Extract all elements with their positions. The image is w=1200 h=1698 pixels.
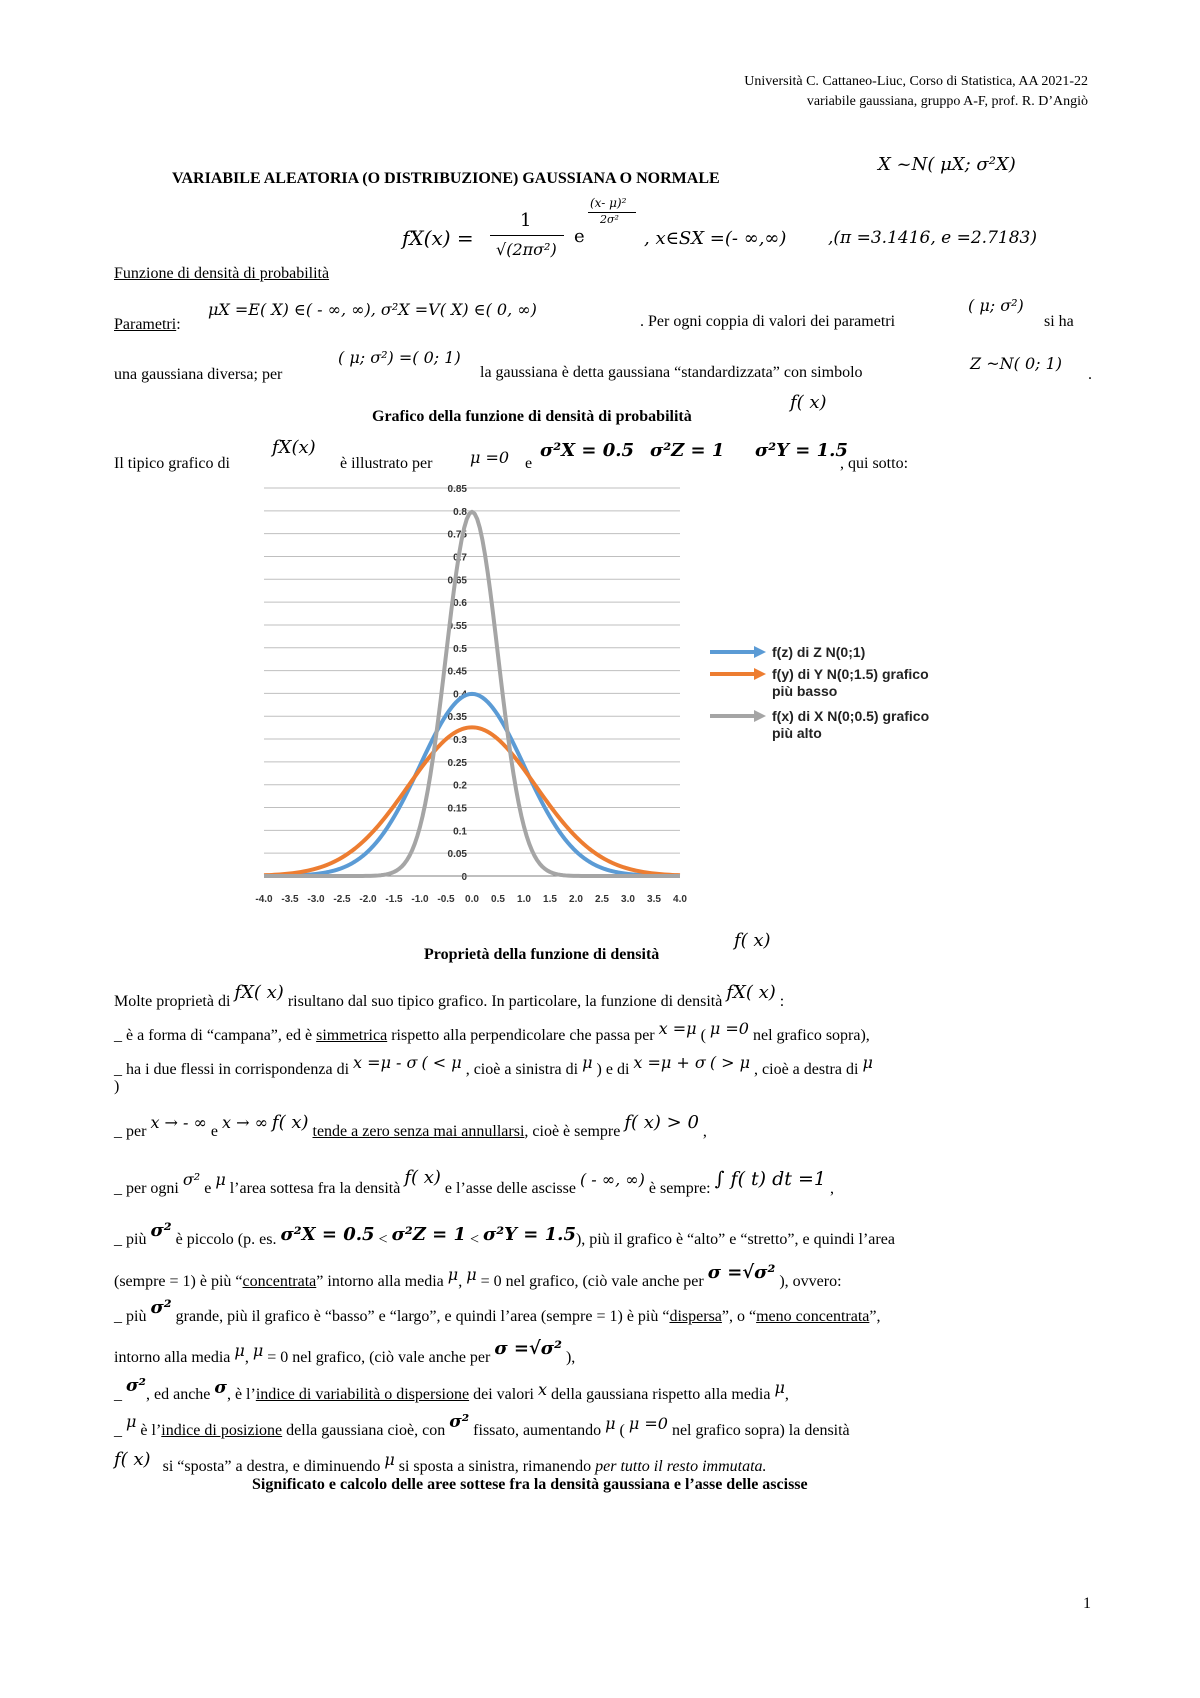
y-tick-label: 0.45 xyxy=(447,666,467,678)
page-number: 1 xyxy=(1083,1595,1091,1612)
formula-exp-base: e xyxy=(574,226,585,247)
x-tick-label: -2.0 xyxy=(359,894,377,905)
final-section-title: Significato e calcolo delle aree sottese fra la densità gaussiana e l’asse delle ascisse xyxy=(252,1476,808,1493)
prop-line-9: _ σ², ed anche σ, è l’indice di variabilità o dispersione dei valori x della gaussiana rispetto alla media μ, xyxy=(114,1376,789,1403)
prop-line-0: Molte proprietà di fX( x) risultano dal suo tipico grafico. In particolare, la funzione di densità fX( x) : xyxy=(114,982,785,1010)
legend-label: f(x) di X N(0;0.5) grafico xyxy=(772,708,930,724)
prop-line-5: _ più σ² è piccolo (p. es. σ²X = 0.5 < σ²Z = 1 < σ²Y = 1.5), più il grafico è “alto” e “stretto”, e quindi l’area xyxy=(114,1220,895,1248)
y-tick-label: 0.05 xyxy=(447,849,467,861)
properties-title: Proprietà della funzione di densità xyxy=(424,946,660,963)
params-text-1: . Per ogni coppia di valori dei parametri xyxy=(640,313,896,330)
document-title: VARIABILE ALEATORIA (O DISTRIBUZIONE) GAUSSIANA O NORMALE xyxy=(172,170,720,187)
y-tick-label: 0 xyxy=(461,872,467,883)
graph-intro-fx: fX(x) xyxy=(272,437,316,458)
x-tick-label: -0.5 xyxy=(437,894,455,905)
y-tick-label: 0.85 xyxy=(447,484,467,495)
legend-swatch-marker xyxy=(754,710,766,722)
fraction-bar xyxy=(490,235,564,236)
y-tick-label: 0.1 xyxy=(453,826,467,838)
y-tick-label: 0.4 xyxy=(453,689,467,701)
y-tick-label: 0.7 xyxy=(453,552,467,564)
formula-denominator: √(2πσ²) xyxy=(496,240,557,259)
graph-intro-sx: σ²X = 0.5 xyxy=(540,440,635,461)
formula-lhs: fX(x) = xyxy=(402,226,474,250)
title-formula: X ~N( μX; σ²X) xyxy=(878,154,1016,175)
density-chart xyxy=(240,484,1100,914)
legend-label-cont: più basso xyxy=(772,683,838,699)
std-symbol: Z ~N( 0; 1) xyxy=(970,354,1063,373)
prop-line-2-end: ) xyxy=(114,1078,120,1095)
legend-swatch-marker xyxy=(754,646,766,658)
formula-domain: , x∈SX =(- ∞,∞) xyxy=(644,228,787,249)
legend-swatch-marker xyxy=(754,668,766,680)
y-tick-label: 0.6 xyxy=(453,598,467,610)
params-pair-std: ( μ; σ²) =( 0; 1) xyxy=(338,348,461,367)
graph-intro-2: è illustrato per xyxy=(340,455,433,472)
x-tick-label: -1.5 xyxy=(385,894,403,905)
y-tick-label: 0.2 xyxy=(453,780,467,792)
params-text-2: si ha xyxy=(1044,313,1074,330)
params-formula: μX =E( X) ∈( - ∞, ∞), σ²X =V( X) ∈( 0, ∞) xyxy=(208,300,537,319)
prop-line-3: _ per x → - ∞ e x → ∞ f( x) tende a zero senza mai annullarsi, cioè è sempre f( x) > 0 , xyxy=(114,1112,707,1140)
prop-line-7: _ più σ² grande, più il grafico è “basso” e “largo”, e quindi l’area (sempre = 1) è più “dispersa”, o “meno concentrata”, xyxy=(114,1297,881,1325)
x-tick-label: 0.0 xyxy=(465,894,479,905)
prop-line-4: _ per ogni σ² e μ l’area sottesa fra la densità f( x) e l’asse delle ascisse ( - ∞, ∞) è sempre: ∫ f( t) dt =1 , xyxy=(114,1167,834,1197)
x-tick-label: 1.5 xyxy=(543,894,557,905)
x-tick-label: -4.0 xyxy=(255,894,273,905)
x-tick-label: 4.0 xyxy=(673,894,687,905)
graph-section-fx: f( x) xyxy=(790,392,827,413)
x-tick-label: -3.5 xyxy=(281,894,299,905)
prop-line-11: f( x) si “sposta” a destra, e diminuendo μ si sposta a sinistra, rimanendo per tutto il resto immutata. xyxy=(114,1449,767,1475)
prop-line-10: _ μ è l’indice di posizione della gaussiana cioè, con σ² fissato, aumentando μ ( μ =0 nel grafico sopra) la densità xyxy=(114,1412,850,1439)
x-tick-label: 3.0 xyxy=(621,894,635,905)
prop-line-8: intorno alla media μ, μ = 0 nel grafico, (ciò vale anche per σ =√σ² ), xyxy=(114,1338,576,1366)
graph-section-title: Grafico della funzione di densità di probabilità xyxy=(372,408,692,425)
y-tick-label: 0.75 xyxy=(447,529,467,541)
formula-constants: ,(π =3.1416, e =2.7183) xyxy=(828,228,1037,248)
x-tick-label: 2.0 xyxy=(569,894,583,905)
graph-intro-sy: σ²Y = 1.5 xyxy=(755,440,848,461)
y-tick-label: 0.35 xyxy=(447,712,467,724)
formula-numerator: 1 xyxy=(520,210,532,231)
params-text-4: la gaussiana è detta gaussiana “standardizzata” con simbolo xyxy=(480,364,863,381)
prop-line-2: _ ha i due flessi in corrispondenza di x =μ - σ ( < μ , cioè a sinistra di μ ) e di x =μ + σ ( > μ , cioè a destra di μ xyxy=(114,1053,873,1078)
y-tick-label: 0.15 xyxy=(447,803,467,815)
y-tick-label: 0.55 xyxy=(447,620,467,632)
x-tick-label: 1.0 xyxy=(517,894,531,905)
density-label: Funzione di densità di probabilità xyxy=(114,265,330,282)
graph-intro-e: e xyxy=(525,455,533,472)
params-text-3: una gaussiana diversa; per xyxy=(114,366,283,383)
graph-intro-1: Il tipico grafico di xyxy=(114,455,230,472)
y-tick-label: 0.25 xyxy=(447,757,467,769)
y-tick-label: 0.5 xyxy=(453,643,467,655)
x-tick-label: -1.0 xyxy=(411,894,429,905)
x-tick-label: 3.5 xyxy=(647,894,661,905)
params-pair: ( μ; σ²) xyxy=(968,296,1024,315)
y-tick-label: 0.65 xyxy=(447,575,467,587)
header-line-2: variabile gaussiana, gruppo A-F, prof. R. D’Angiò xyxy=(806,94,1088,109)
x-tick-label: -3.0 xyxy=(307,894,325,905)
graph-intro-3: , qui sotto: xyxy=(840,455,909,472)
x-tick-label: 0.5 xyxy=(491,894,505,905)
period: . xyxy=(1088,366,1092,383)
legend-label-cont: più alto xyxy=(772,725,822,741)
prop-line-6: (sempre = 1) è più “concentrata” intorno alla media μ, μ = 0 nel grafico, (ciò vale anche per σ =√σ² ), ovvero: xyxy=(114,1262,842,1290)
y-tick-label: 0.8 xyxy=(453,506,467,518)
graph-intro-mu0: μ =0 xyxy=(470,448,510,467)
graph-intro-sz: σ²Z = 1 xyxy=(650,440,725,461)
y-tick-label: 0.3 xyxy=(453,735,467,747)
formula-exp-denominator: 2σ² xyxy=(600,213,619,226)
legend-label: f(y) di Y N(0;1.5) grafico xyxy=(772,666,929,682)
x-tick-label: 2.5 xyxy=(595,894,609,905)
prop-line-1: _ è a forma di “campana”, ed è simmetrica rispetto alla perpendicolare che passa per x =μ ( μ =0 nel grafico sopra), xyxy=(114,1019,870,1044)
x-tick-label: -2.5 xyxy=(333,894,351,905)
properties-fx: f( x) xyxy=(734,930,771,951)
params-label: Parametri: xyxy=(114,316,181,333)
header-line-1: Università C. Cattaneo-Liuc, Corso di Statistica, AA 2021-22 xyxy=(744,74,1088,89)
formula-exp-numerator: (x- μ)² xyxy=(590,196,627,210)
legend-label: f(z) di Z N(0;1) xyxy=(772,644,866,660)
